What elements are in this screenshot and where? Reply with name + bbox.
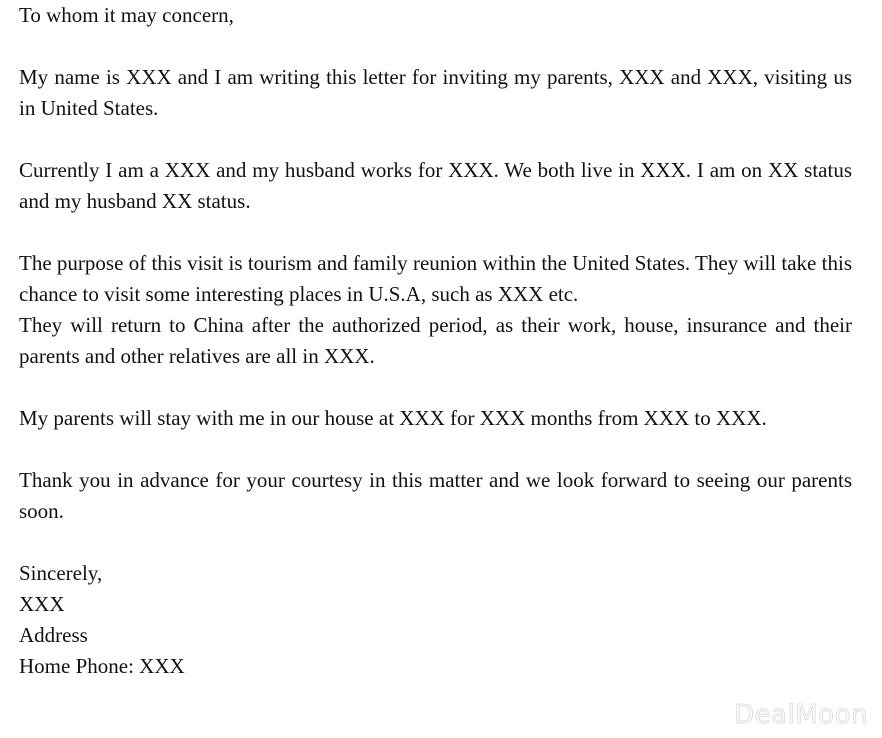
letter-body bbox=[19, 0, 852, 682]
signature-address: Address bbox=[19, 623, 88, 647]
paragraph-status: Currently I am a XXX and my husband works for XXX. We both live in XXX. I am on XX status and my husband XX status. bbox=[19, 158, 852, 213]
dealmoon-watermark: DealMoon bbox=[734, 700, 868, 730]
paragraph-thanks: Thank you in advance for your courtesy in this matter and we look forward to seeing our parents soon. bbox=[19, 468, 852, 523]
paragraph-return: They will return to China after the authorized period, as their work, house, insurance and their parents and other relatives are all in XXX. bbox=[19, 313, 852, 368]
paragraph-stay: My parents will stay with me in our house at XXX for XXX months from XXX to XXX. bbox=[19, 406, 767, 430]
paragraph-introduction: My name is XXX and I am writing this letter for inviting my parents, XXX and XXX, visiting us in United States. bbox=[19, 65, 852, 120]
signature-block bbox=[19, 558, 852, 682]
salutation: To whom it may concern, bbox=[19, 3, 234, 27]
signature-phone: Home Phone: XXX bbox=[19, 654, 185, 678]
paragraph-purpose: The purpose of this visit is tourism and family reunion within the United States. They will take this chance to visit some interesting places in U.S.A, such as XXX etc. bbox=[19, 251, 852, 306]
signature-name: XXX bbox=[19, 592, 65, 616]
closing: Sincerely, bbox=[19, 561, 103, 585]
